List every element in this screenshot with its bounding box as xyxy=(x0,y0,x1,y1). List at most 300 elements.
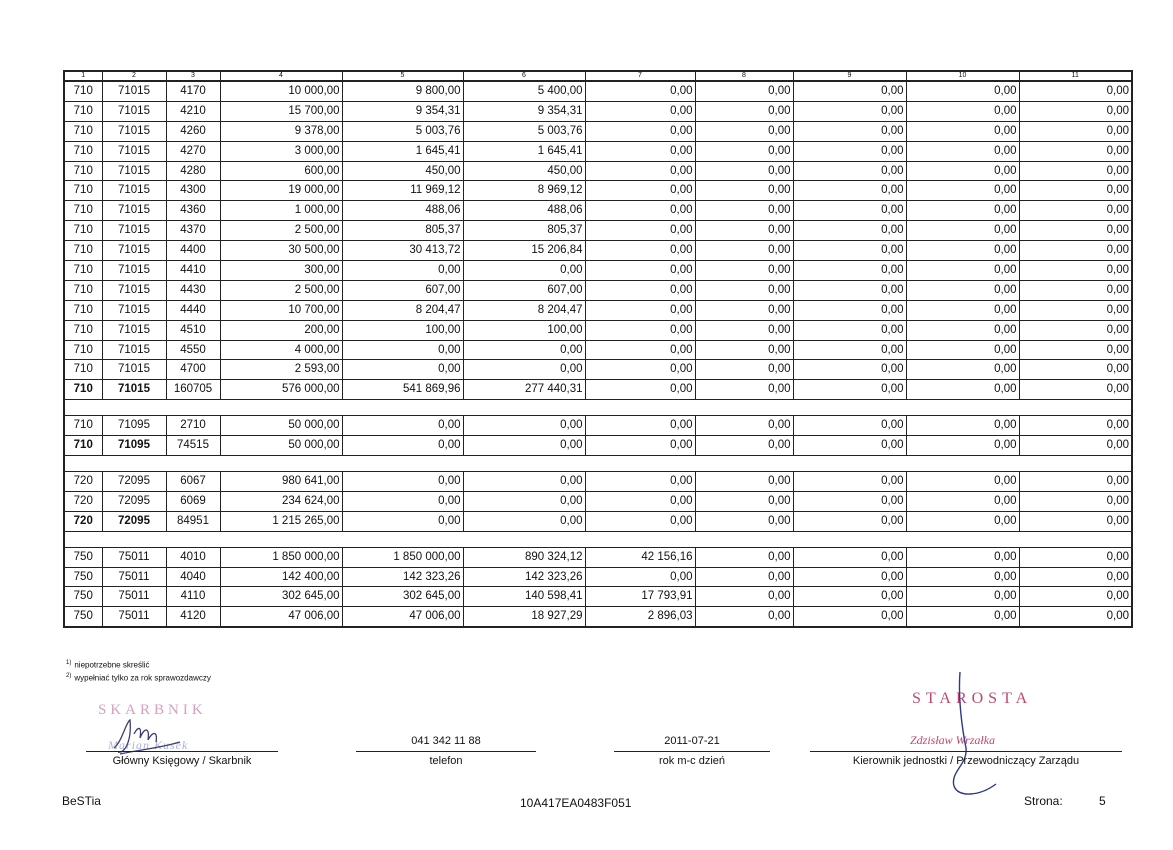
table-cell: 1 000,00 xyxy=(220,201,342,221)
table-cell: 75011 xyxy=(102,547,166,567)
column-header: 3 xyxy=(166,71,220,81)
table-cell: 0,00 xyxy=(585,436,695,456)
date-line xyxy=(614,751,770,752)
table-cell: 607,00 xyxy=(342,280,463,300)
table-cell: 0,00 xyxy=(695,607,793,627)
table-cell: 4280 xyxy=(166,161,220,181)
table-cell: 450,00 xyxy=(342,161,463,181)
table-cell: 19 000,00 xyxy=(220,181,342,201)
page-label: Strona: xyxy=(1024,794,1063,808)
table-cell: 9 354,31 xyxy=(463,101,585,121)
table-cell: 0,00 xyxy=(695,121,793,141)
table-cell: 4300 xyxy=(166,181,220,201)
table-cell: 4370 xyxy=(166,221,220,241)
table-cell: 0,00 xyxy=(793,436,906,456)
table-cell: 9 800,00 xyxy=(342,81,463,101)
table-cell: 710 xyxy=(64,340,102,360)
table-cell: 71015 xyxy=(102,300,166,320)
table-cell: 1 850 000,00 xyxy=(220,547,342,567)
table-cell: 142 400,00 xyxy=(220,567,342,587)
chief-accountant-line xyxy=(86,751,278,752)
table-cell: 0,00 xyxy=(585,567,695,587)
table-cell: 0,00 xyxy=(695,221,793,241)
table-row xyxy=(64,201,1132,221)
table-cell: 5 400,00 xyxy=(463,81,585,101)
table-cell: 0,00 xyxy=(793,300,906,320)
table-cell: 0,00 xyxy=(695,261,793,281)
table-cell: 160705 xyxy=(166,380,220,400)
table-cell: 750 xyxy=(64,607,102,627)
table-cell: 0,00 xyxy=(793,567,906,587)
table-cell: 0,00 xyxy=(906,81,1019,101)
table-cell: 0,00 xyxy=(793,416,906,436)
table-cell: 71015 xyxy=(102,241,166,261)
section-spacer-row xyxy=(64,400,1132,416)
table-cell: 0,00 xyxy=(695,491,793,511)
table-cell: 71015 xyxy=(102,320,166,340)
table-cell: 710 xyxy=(64,320,102,340)
table-cell: 980 641,00 xyxy=(220,472,342,492)
table-cell: 0,00 xyxy=(906,547,1019,567)
table-cell: 0,00 xyxy=(1019,280,1132,300)
table-cell: 100,00 xyxy=(342,320,463,340)
table-cell: 4400 xyxy=(166,241,220,261)
date-label: rok m-c dzień xyxy=(658,755,726,767)
table-row xyxy=(64,416,1132,436)
table-cell: 0,00 xyxy=(342,360,463,380)
table-row xyxy=(64,121,1132,141)
table-cell: 0,00 xyxy=(793,340,906,360)
starosta-stamp-name: Zdzisław Wrzałka xyxy=(910,733,996,747)
table-row xyxy=(64,472,1132,492)
table-row xyxy=(64,181,1132,201)
table-cell: 4210 xyxy=(166,101,220,121)
table-cell: 0,00 xyxy=(585,416,695,436)
table-cell: 0,00 xyxy=(695,81,793,101)
table-row xyxy=(64,280,1132,300)
table-row xyxy=(64,261,1132,281)
table-cell: 720 xyxy=(64,491,102,511)
table-cell: 0,00 xyxy=(695,360,793,380)
table-cell: 0,00 xyxy=(585,241,695,261)
table-cell: 0,00 xyxy=(793,472,906,492)
spacer-cell xyxy=(64,400,1132,416)
table-cell: 710 xyxy=(64,201,102,221)
spacer-cell xyxy=(64,456,1132,472)
table-cell: 0,00 xyxy=(1019,360,1132,380)
table-cell: 8 204,47 xyxy=(342,300,463,320)
table-cell: 0,00 xyxy=(1019,587,1132,607)
section-spacer-row xyxy=(64,456,1132,472)
table-cell: 4440 xyxy=(166,300,220,320)
table-cell: 0,00 xyxy=(793,221,906,241)
table-cell: 0,00 xyxy=(906,320,1019,340)
skarbnik-stamp-name: Marian Kusek xyxy=(108,738,189,752)
table-cell: 710 xyxy=(64,280,102,300)
table-cell: 0,00 xyxy=(793,607,906,627)
table-cell: 71015 xyxy=(102,340,166,360)
table-cell: 0,00 xyxy=(906,587,1019,607)
table-cell: 0,00 xyxy=(342,416,463,436)
table-cell: 600,00 xyxy=(220,161,342,181)
column-number-row xyxy=(64,71,1132,81)
table-cell: 15 206,84 xyxy=(463,241,585,261)
table-cell: 0,00 xyxy=(906,141,1019,161)
column-header: 2 xyxy=(102,71,166,81)
table-row xyxy=(64,221,1132,241)
table-cell: 0,00 xyxy=(585,121,695,141)
table-cell: 4170 xyxy=(166,81,220,101)
column-header: 11 xyxy=(1019,71,1132,81)
table-cell: 0,00 xyxy=(695,511,793,531)
table-row xyxy=(64,607,1132,627)
column-header: 6 xyxy=(463,71,585,81)
table-cell: 75011 xyxy=(102,587,166,607)
table-cell: 71015 xyxy=(102,280,166,300)
table-cell: 277 440,31 xyxy=(463,380,585,400)
table-cell: 0,00 xyxy=(695,380,793,400)
table-cell: 710 xyxy=(64,436,102,456)
table-cell: 4430 xyxy=(166,280,220,300)
table-row xyxy=(64,320,1132,340)
table-cell: 2710 xyxy=(166,416,220,436)
table-cell: 0,00 xyxy=(793,547,906,567)
table-cell: 140 598,41 xyxy=(463,587,585,607)
table-cell: 0,00 xyxy=(1019,241,1132,261)
table-cell: 710 xyxy=(64,81,102,101)
table-cell: 0,00 xyxy=(585,380,695,400)
head-of-unit-label: Kierownik jednostki / Przewodniczący Zarządu xyxy=(852,755,1080,767)
table-cell: 4360 xyxy=(166,201,220,221)
table-cell: 0,00 xyxy=(1019,81,1132,101)
table-cell: 805,37 xyxy=(342,221,463,241)
table-cell: 607,00 xyxy=(463,280,585,300)
table-cell: 0,00 xyxy=(906,436,1019,456)
table-cell: 0,00 xyxy=(1019,300,1132,320)
column-header: 10 xyxy=(906,71,1019,81)
footnote-text: wypełniać tylko za rok sprawozdawczy xyxy=(74,673,211,683)
table-cell: 0,00 xyxy=(585,261,695,281)
table-cell: 0,00 xyxy=(906,380,1019,400)
table-cell: 0,00 xyxy=(906,101,1019,121)
table-cell: 30 413,72 xyxy=(342,241,463,261)
table-cell: 0,00 xyxy=(585,81,695,101)
table-cell: 0,00 xyxy=(1019,340,1132,360)
table-cell: 1 850 000,00 xyxy=(342,547,463,567)
table-cell: 0,00 xyxy=(1019,511,1132,531)
table-row xyxy=(64,491,1132,511)
table-cell: 71015 xyxy=(102,101,166,121)
table-cell: 0,00 xyxy=(793,280,906,300)
column-header: 8 xyxy=(695,71,793,81)
table-cell: 0,00 xyxy=(793,360,906,380)
table-cell: 4270 xyxy=(166,141,220,161)
table-cell: 42 156,16 xyxy=(585,547,695,567)
table-cell: 0,00 xyxy=(695,181,793,201)
table-cell: 0,00 xyxy=(906,360,1019,380)
table-cell: 0,00 xyxy=(585,141,695,161)
table-cell: 72095 xyxy=(102,491,166,511)
table-cell: 0,00 xyxy=(585,360,695,380)
table-cell: 750 xyxy=(64,567,102,587)
table-cell: 0,00 xyxy=(463,436,585,456)
table-cell: 0,00 xyxy=(695,416,793,436)
table-cell: 0,00 xyxy=(793,201,906,221)
table-cell: 0,00 xyxy=(585,161,695,181)
table-cell: 0,00 xyxy=(585,201,695,221)
chief-accountant-label: Główny Księgowy / Skarbnik xyxy=(112,755,252,767)
table-cell: 50 000,00 xyxy=(220,416,342,436)
table-cell: 4700 xyxy=(166,360,220,380)
table-cell: 1 645,41 xyxy=(463,141,585,161)
page-number: 5 xyxy=(1099,794,1106,808)
table-cell: 488,06 xyxy=(463,201,585,221)
table-cell: 710 xyxy=(64,416,102,436)
table-cell: 0,00 xyxy=(695,472,793,492)
table-cell: 0,00 xyxy=(906,472,1019,492)
table-cell: 0,00 xyxy=(906,491,1019,511)
table-cell: 71095 xyxy=(102,436,166,456)
table-cell: 84951 xyxy=(166,511,220,531)
subtotal-row xyxy=(64,511,1132,531)
table-cell: 710 xyxy=(64,261,102,281)
subtotal-row xyxy=(64,380,1132,400)
table-cell: 0,00 xyxy=(793,141,906,161)
table-cell: 18 927,29 xyxy=(463,607,585,627)
table-cell: 0,00 xyxy=(793,261,906,281)
table-cell: 0,00 xyxy=(585,221,695,241)
table-cell: 0,00 xyxy=(906,416,1019,436)
table-cell: 0,00 xyxy=(793,511,906,531)
table-cell: 71015 xyxy=(102,121,166,141)
table-cell: 0,00 xyxy=(906,201,1019,221)
footnote-text: niepotrzebne skreślić xyxy=(74,660,150,670)
table-cell: 0,00 xyxy=(585,101,695,121)
footnotes xyxy=(66,658,211,683)
table-cell: 0,00 xyxy=(906,300,1019,320)
table-cell: 71015 xyxy=(102,161,166,181)
table-cell: 300,00 xyxy=(220,261,342,281)
table-cell: 72095 xyxy=(102,472,166,492)
table-cell: 2 896,03 xyxy=(585,607,695,627)
table-cell: 0,00 xyxy=(793,81,906,101)
table-cell: 710 xyxy=(64,241,102,261)
table-cell: 0,00 xyxy=(793,121,906,141)
table-cell: 0,00 xyxy=(1019,141,1132,161)
table-cell: 2 500,00 xyxy=(220,280,342,300)
table-cell: 0,00 xyxy=(342,472,463,492)
table-cell: 0,00 xyxy=(793,181,906,201)
table-cell: 74515 xyxy=(166,436,220,456)
table-cell: 450,00 xyxy=(463,161,585,181)
table-cell: 0,00 xyxy=(342,261,463,281)
table-cell: 302 645,00 xyxy=(342,587,463,607)
table-row xyxy=(64,567,1132,587)
table-cell: 0,00 xyxy=(1019,567,1132,587)
table-cell: 0,00 xyxy=(695,300,793,320)
table-cell: 0,00 xyxy=(793,380,906,400)
table-cell: 71015 xyxy=(102,380,166,400)
table-cell: 0,00 xyxy=(463,416,585,436)
table-cell: 0,00 xyxy=(695,340,793,360)
table-cell: 47 006,00 xyxy=(220,607,342,627)
table-cell: 71015 xyxy=(102,201,166,221)
table-cell: 0,00 xyxy=(463,261,585,281)
starosta-stamp: STAROSTA xyxy=(912,690,1033,707)
table-cell: 0,00 xyxy=(1019,181,1132,201)
table-cell: 0,00 xyxy=(906,221,1019,241)
table-cell: 576 000,00 xyxy=(220,380,342,400)
table-cell: 0,00 xyxy=(695,567,793,587)
table-cell: 710 xyxy=(64,141,102,161)
table-cell: 17 793,91 xyxy=(585,587,695,607)
table-cell: 0,00 xyxy=(906,567,1019,587)
table-cell: 71095 xyxy=(102,416,166,436)
table-cell: 0,00 xyxy=(342,340,463,360)
table-cell: 0,00 xyxy=(793,320,906,340)
table-cell: 71015 xyxy=(102,141,166,161)
footnote-mark: 1) xyxy=(66,660,72,666)
table-cell: 4040 xyxy=(166,567,220,587)
table-cell: 0,00 xyxy=(585,320,695,340)
column-header: 9 xyxy=(793,71,906,81)
table-cell: 50 000,00 xyxy=(220,436,342,456)
table-cell: 0,00 xyxy=(695,280,793,300)
table-cell: 75011 xyxy=(102,567,166,587)
footnote-1 xyxy=(66,658,211,671)
budget-table xyxy=(63,70,1133,628)
table-cell: 0,00 xyxy=(1019,201,1132,221)
table-cell: 0,00 xyxy=(793,101,906,121)
skarbnik-stamp: SKARBNIK xyxy=(98,702,207,718)
table-cell: 710 xyxy=(64,380,102,400)
table-cell: 750 xyxy=(64,587,102,607)
table-cell: 0,00 xyxy=(585,300,695,320)
table-cell: 0,00 xyxy=(463,491,585,511)
table-cell: 0,00 xyxy=(463,340,585,360)
table-cell: 0,00 xyxy=(906,607,1019,627)
table-cell: 0,00 xyxy=(793,241,906,261)
table-cell: 0,00 xyxy=(906,340,1019,360)
table-row xyxy=(64,587,1132,607)
table-cell: 0,00 xyxy=(1019,161,1132,181)
table-cell: 750 xyxy=(64,547,102,567)
table-cell: 0,00 xyxy=(793,587,906,607)
table-cell: 5 003,76 xyxy=(463,121,585,141)
table-cell: 142 323,26 xyxy=(342,567,463,587)
table-cell: 0,00 xyxy=(695,201,793,221)
table-cell: 0,00 xyxy=(695,161,793,181)
table-cell: 4510 xyxy=(166,320,220,340)
table-cell: 4010 xyxy=(166,547,220,567)
table-cell: 2 500,00 xyxy=(220,221,342,241)
table-cell: 71015 xyxy=(102,81,166,101)
table-cell: 0,00 xyxy=(1019,380,1132,400)
table-cell: 0,00 xyxy=(793,161,906,181)
table-row xyxy=(64,340,1132,360)
column-header: 7 xyxy=(585,71,695,81)
table-cell: 4 000,00 xyxy=(220,340,342,360)
table-cell: 10 700,00 xyxy=(220,300,342,320)
table-cell: 142 323,26 xyxy=(463,567,585,587)
table-cell: 4410 xyxy=(166,261,220,281)
table-cell: 4110 xyxy=(166,587,220,607)
footnote-2 xyxy=(66,671,211,684)
table-row xyxy=(64,360,1132,380)
table-cell: 0,00 xyxy=(1019,121,1132,141)
phone-label: telefon xyxy=(429,755,463,767)
table-cell: 0,00 xyxy=(463,472,585,492)
table-cell: 2 593,00 xyxy=(220,360,342,380)
table-cell: 890 324,12 xyxy=(463,547,585,567)
table-cell: 710 xyxy=(64,221,102,241)
table-cell: 0,00 xyxy=(585,181,695,201)
table-cell: 710 xyxy=(64,161,102,181)
table-cell: 0,00 xyxy=(1019,101,1132,121)
table-cell: 0,00 xyxy=(1019,221,1132,241)
software-name: BeSTia xyxy=(62,794,101,808)
table-cell: 200,00 xyxy=(220,320,342,340)
table-row xyxy=(64,141,1132,161)
table-cell: 4120 xyxy=(166,607,220,627)
table-cell: 710 xyxy=(64,360,102,380)
table-cell: 71015 xyxy=(102,261,166,281)
table-cell: 0,00 xyxy=(463,511,585,531)
table-cell: 9 354,31 xyxy=(342,101,463,121)
head-of-unit-line xyxy=(810,751,1122,752)
table-cell: 47 006,00 xyxy=(342,607,463,627)
table-cell: 75011 xyxy=(102,607,166,627)
table-cell: 710 xyxy=(64,101,102,121)
table-row xyxy=(64,101,1132,121)
table-cell: 0,00 xyxy=(1019,547,1132,567)
date-value: 2011-07-21 xyxy=(664,735,720,747)
section-spacer-row xyxy=(64,531,1132,547)
table-cell: 71015 xyxy=(102,221,166,241)
table-cell: 71015 xyxy=(102,360,166,380)
table-cell: 0,00 xyxy=(695,101,793,121)
table-cell: 1 645,41 xyxy=(342,141,463,161)
table-cell: 0,00 xyxy=(1019,491,1132,511)
table-cell: 710 xyxy=(64,300,102,320)
table-cell: 0,00 xyxy=(1019,261,1132,281)
table-cell: 1 215 265,00 xyxy=(220,511,342,531)
table-cell: 5 003,76 xyxy=(342,121,463,141)
table-cell: 8 204,47 xyxy=(463,300,585,320)
table-cell: 0,00 xyxy=(585,491,695,511)
table-cell: 0,00 xyxy=(906,280,1019,300)
table-cell: 0,00 xyxy=(695,436,793,456)
table-cell: 0,00 xyxy=(695,241,793,261)
table-cell: 488,06 xyxy=(342,201,463,221)
table-cell: 0,00 xyxy=(695,320,793,340)
table-cell: 0,00 xyxy=(906,121,1019,141)
table-cell: 0,00 xyxy=(695,141,793,161)
table-cell: 234 624,00 xyxy=(220,491,342,511)
table-cell: 0,00 xyxy=(1019,436,1132,456)
document-code: 10A417EA0483F051 xyxy=(520,796,632,810)
table-row xyxy=(64,161,1132,181)
table-cell: 8 969,12 xyxy=(463,181,585,201)
table-cell: 4260 xyxy=(166,121,220,141)
table-cell: 11 969,12 xyxy=(342,181,463,201)
table-cell: 720 xyxy=(64,472,102,492)
table-body xyxy=(64,81,1132,627)
table-cell: 0,00 xyxy=(585,472,695,492)
table-cell: 541 869,96 xyxy=(342,380,463,400)
table-cell: 15 700,00 xyxy=(220,101,342,121)
table-cell: 0,00 xyxy=(906,511,1019,531)
